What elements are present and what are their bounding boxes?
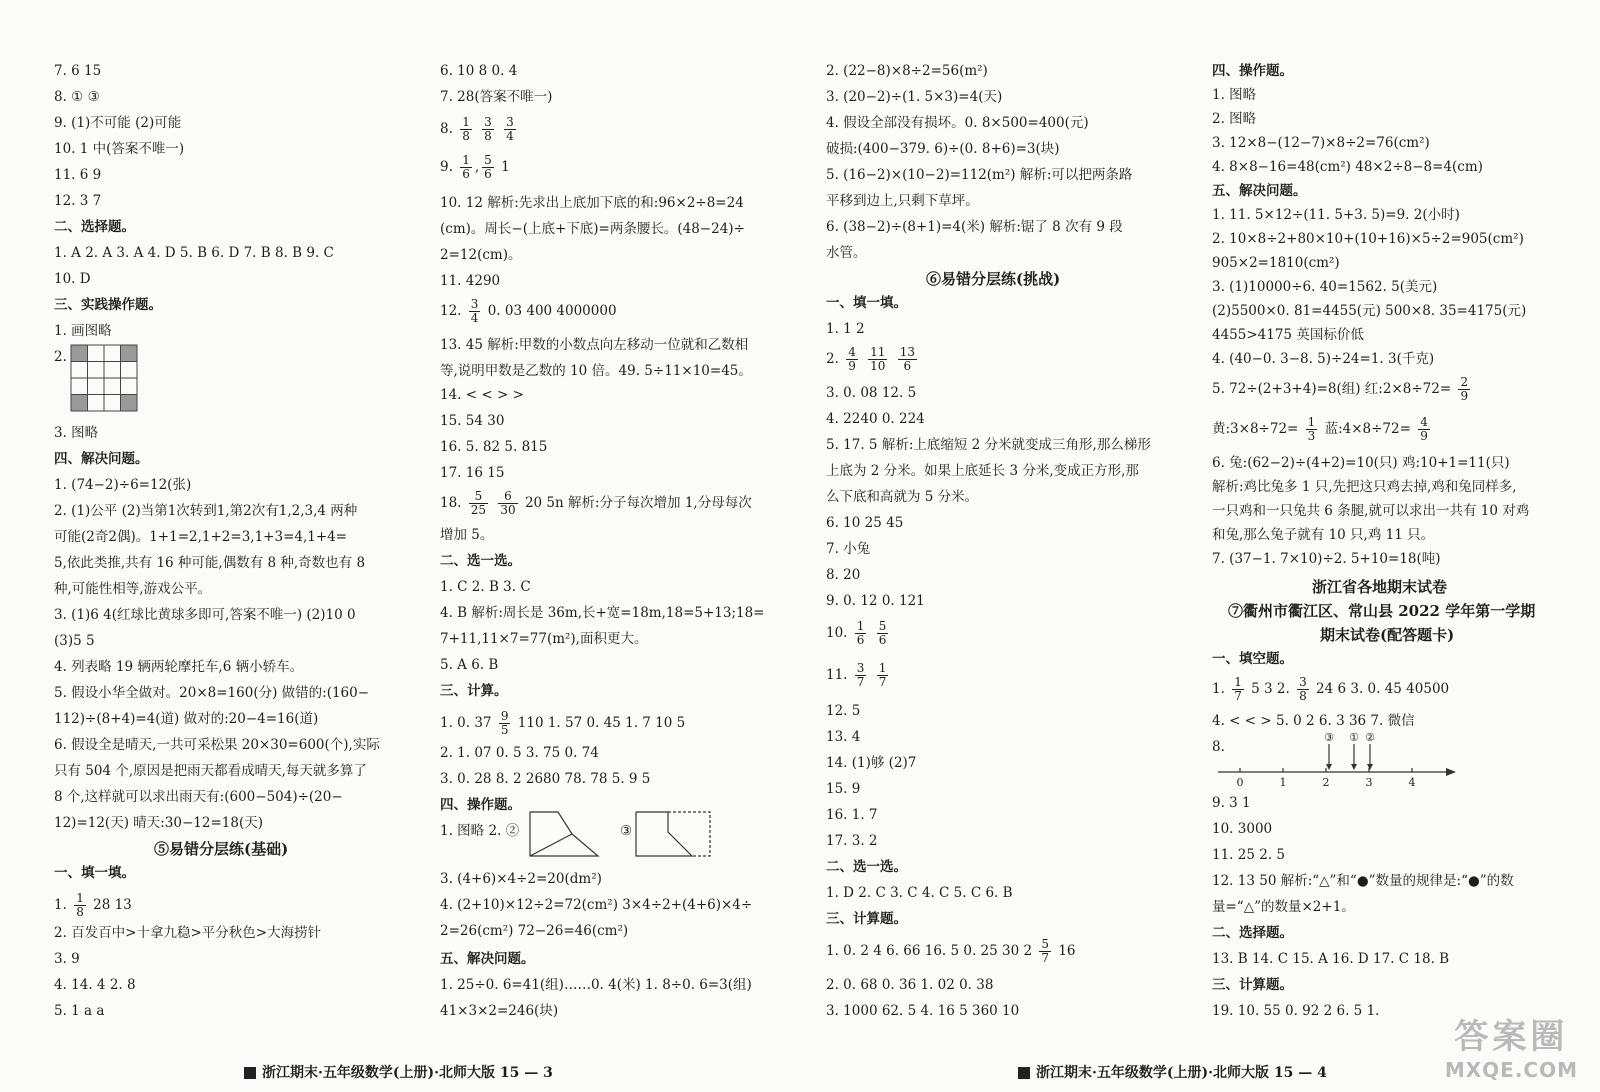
section-heading: 二、选一选。 xyxy=(826,859,907,875)
answer-line: 12. 13 50 解析:“△”和“●”数量的规律是:“●”的数 xyxy=(1212,873,1514,889)
answer-line: 2. 0. 68 0. 36 1. 02 0. 38 xyxy=(826,977,994,993)
answer-line: 16. 5. 82 5. 815 xyxy=(440,439,548,455)
answer-line: 量=“△”的数量×2+1。 xyxy=(1212,899,1355,915)
answer-line: 11. 6 9 xyxy=(54,167,102,183)
page-footer-left: 浙江期末·五年级数学(上册)·北师大版 15 — 3 xyxy=(244,1062,553,1082)
answer-text: 0. 03 400 4000000 xyxy=(487,303,617,319)
footer-square-icon xyxy=(1018,1067,1030,1079)
answer-line: 2. 1. 07 0. 5 3. 75 0. 74 xyxy=(440,745,599,761)
fraction: $\frac{1}{3}$ xyxy=(1307,415,1316,443)
answer-line: 7+11,11×7=77(m²),面积更大。 xyxy=(440,631,648,647)
answer-line: 4. (40−0. 3−8. 5)÷24=1. 3(千克) xyxy=(1212,351,1435,367)
fraction: $\frac{5}{6}$ xyxy=(878,619,887,647)
answer-line: 8. ① ③ xyxy=(54,89,100,105)
paper-title: 浙江省各地期末试卷 xyxy=(1312,578,1448,596)
answer-line: 11. 4290 xyxy=(440,273,501,289)
answer-line: 么下底和高就为 5 分米。 xyxy=(826,489,979,505)
item-number: 10. xyxy=(826,625,848,641)
fraction: $\frac{1}{8}$ xyxy=(462,115,470,143)
answer-line: 1. C 2. B 3. C xyxy=(440,579,531,595)
answer-text: 1 xyxy=(501,159,510,175)
answer-line: 13. 45 解析:甲数的小数点向左移动一位就和乙数相 xyxy=(440,337,749,353)
answer-text: 28 13 xyxy=(93,897,132,913)
answer-line: 3. 0. 28 8. 2 2680 78. 78 5. 9 5 xyxy=(440,771,651,787)
item-number: 1. xyxy=(54,897,67,913)
fraction: $\frac{3}{8}$ xyxy=(1299,675,1307,703)
answer-line: 增加 5。 xyxy=(440,527,494,543)
answer-line: 5. (16−2)×(10−2)=112(m²) 解析:可以把两条路 xyxy=(826,167,1133,183)
answer-line: 4. B 解析:周长是 36m,长+宽=18m,18=5+13;18= xyxy=(440,605,765,621)
answer-line: 4. (2+10)×12÷2=72(cm²) 3×4÷2+(4+6)×4÷ xyxy=(440,897,753,913)
answer-line: 12)=12(天) 晴天:30−12=18(天) xyxy=(54,815,263,831)
answer-line: 1. 图略 2. ② xyxy=(440,823,520,839)
section-heading: 二、选择题。 xyxy=(1212,925,1293,941)
fraction: $\frac{5}{25}$ xyxy=(470,489,487,517)
answer-line: 2. (22−8)×8÷2=56(m²) xyxy=(826,63,988,79)
answer-line: 3. 9 xyxy=(54,951,80,967)
answer-line: 6. 10 8 0. 4 xyxy=(440,63,518,79)
page-footer-right: 浙江期末·五年级数学(上册)·北师大版 15 — 4 xyxy=(1018,1062,1327,1082)
answer-line: 1. (74−2)÷6=12(张) xyxy=(54,477,192,493)
fraction: $\frac{6}{30}$ xyxy=(500,489,516,517)
answer-line xyxy=(826,620,891,647)
section-heading: 一、填空题。 xyxy=(1212,651,1293,667)
answer-text: 16 xyxy=(1058,943,1076,959)
answer-line: 4. 列表略 19 辆两轮摩托车,6 辆小轿车。 xyxy=(54,659,304,675)
answer-line: 12. 5 xyxy=(826,703,861,719)
answer-line: 10. 1 中(答案不唯一) xyxy=(54,141,185,157)
answer-text: 110 1. 57 0. 45 1. 7 10 5 xyxy=(517,715,686,731)
fraction: $\frac{1}{7}$ xyxy=(1234,675,1242,703)
answer-line: ③ xyxy=(620,823,633,839)
answer-line: 3. 图略 xyxy=(54,425,99,441)
answer-line xyxy=(54,892,132,919)
answer-line: 10. 3000 xyxy=(1212,821,1273,837)
answer-line: 2. 10×8÷2+80×10+(10+16)×5÷2=905(cm²) xyxy=(1212,231,1524,247)
answer-line: 41×3×2=246(块) xyxy=(440,1003,559,1019)
fraction: $\frac{5}{7}$ xyxy=(1041,937,1050,965)
item-number: 11. xyxy=(826,667,848,683)
answer-line: 12. 3 7 xyxy=(54,193,102,209)
answer-line: 4. 2240 0. 224 xyxy=(826,411,925,427)
answer-line: 上底为 2 分米。如果上底延长 3 分米,变成正方形,那 xyxy=(826,463,1139,479)
fraction: $\frac{1}{6}$ xyxy=(462,153,470,181)
section-heading: 二、选择题。 xyxy=(54,219,135,235)
answer-line: 平移到边上,只剩下草坪。 xyxy=(826,193,979,209)
answer-line xyxy=(826,662,891,689)
answer-line: 破损:(400−379. 6)÷(0. 8+6)=3(块) xyxy=(826,141,1060,157)
answer-line: 2. xyxy=(54,349,67,365)
answer-line: 1. 25÷0. 6=41(组)……0. 4(米) 1. 8÷0. 6=3(组) xyxy=(440,977,752,993)
answer-line: 6. 10 25 45 xyxy=(826,515,904,531)
answer-line: 13. B 14. C 15. A 16. D 17. C 18. B xyxy=(1212,951,1450,967)
answer-line xyxy=(1212,416,1433,443)
item-number: 1. xyxy=(1212,681,1225,697)
answer-line: 13. 4 xyxy=(826,729,861,745)
section-title: ⑥易错分层练(挑战) xyxy=(926,270,1061,288)
fraction: $\frac{4}{9}$ xyxy=(848,345,856,373)
answer-line: 水管。 xyxy=(826,245,867,261)
answer-line: 2. 百发百中>十拿九稳>平分秋色>大海捞针 xyxy=(54,925,322,941)
fraction: $\frac{1}{6}$ xyxy=(856,619,865,647)
quadrilateral-figure xyxy=(634,810,714,860)
answer-line: 17. 16 15 xyxy=(440,465,505,481)
answer-line xyxy=(440,490,752,517)
section-heading: 五、解决问题。 xyxy=(440,951,535,967)
tick-label: 3 xyxy=(1365,776,1373,789)
answer-line: 一只鸡和一只兔共 6 条腿,就可以求出一共有 10 对鸡 xyxy=(1212,503,1530,519)
answer-text: 蓝:4×8÷72= xyxy=(1324,421,1411,437)
section-heading: 五、解决问题。 xyxy=(1212,183,1307,199)
answer-text: 5. 72÷(2+3+4)=8(组) 红:2×8÷72= xyxy=(1212,381,1452,397)
answer-line: (2)5500×0. 81=4455(元) 500×8. 35=4175(元) xyxy=(1212,303,1527,319)
answer-line: 和兔,那么兔子就有 10 只,鸡 11 只。 xyxy=(1212,527,1435,543)
answer-line: 9. $\frac{1}{6}$ , $\frac{5}{6}$ 1 xyxy=(440,153,510,181)
answer-line xyxy=(440,298,617,325)
answer-line: 19. 10. 55 0. 92 2 6. 5 1. xyxy=(1212,1003,1380,1019)
answer-line xyxy=(826,938,1076,965)
answer-text: 5 3 2. xyxy=(1251,681,1290,697)
answer-line: 7. 28(答案不唯一) xyxy=(440,89,553,105)
footer-square-icon xyxy=(244,1067,256,1079)
answer-line: 只有 504 个,原因是把雨天都看成晴天,每天就多算了 xyxy=(54,763,367,779)
answer-line: 7. 6 15 xyxy=(54,63,102,79)
answer-line: 1. D 2. C 3. C 4. C 5. C 6. B xyxy=(826,885,1013,901)
grid-figure xyxy=(70,344,138,412)
answer-line: 5. A 6. B xyxy=(440,657,499,673)
answer-line: 1. 画图略 xyxy=(54,323,112,339)
fraction: $\frac{2}{9}$ xyxy=(1460,375,1469,403)
answer-line: 3. (4+6)×4÷2=20(dm²) xyxy=(440,871,602,887)
marker-label: ① xyxy=(1349,731,1359,744)
answer-text: 黄:3×8÷72= xyxy=(1212,421,1299,437)
number-line xyxy=(1212,730,1472,792)
item-number: 8. xyxy=(440,121,453,137)
item-number: 18. xyxy=(440,495,462,511)
answer-line: 4. 8×8−16=48(cm²) 48×2÷8−8=4(cm) xyxy=(1212,159,1483,175)
fraction: $\frac{3}{7}$ xyxy=(856,661,865,689)
watermark-logo: 答案圈 MXQE.COM xyxy=(1444,1017,1578,1082)
answer-line: 2. (1)公平 (2)当第1次转到1,第2次有1,2,3,4 两种 xyxy=(54,503,358,519)
answer-line: 3. (1)10000÷6. 40=1562. 5(美元) xyxy=(1212,279,1438,295)
tick-label: 0 xyxy=(1236,776,1244,789)
fraction: $\frac{5}{6}$ xyxy=(484,153,492,181)
answer-line: 1. 1 2 xyxy=(826,321,865,337)
section-heading: 四、操作题。 xyxy=(440,797,521,813)
answer-line: 5. 假设小华全做对。20×8=160(分) 做错的:(160− xyxy=(54,685,370,701)
fraction: $\frac{1}{7}$ xyxy=(878,661,887,689)
answer-line: 15. 9 xyxy=(826,781,861,797)
tick-label: 1 xyxy=(1279,776,1287,789)
answer-line: 等,说明甲数是乙数的 10 倍。49. 5÷11×10=45。 xyxy=(440,363,752,379)
answer-line: 16. 1. 7 xyxy=(826,807,878,823)
answer-line: 种,可能性相等,游戏公平。 xyxy=(54,581,212,597)
answer-line: 3. 12×8−(12−7)×8÷2=76(cm²) xyxy=(1212,135,1430,151)
answer-line: 1. 11. 5×12÷(11. 5+3. 5)=9. 2(小时) xyxy=(1212,207,1460,223)
fraction: $\frac{13}{6}$ xyxy=(899,345,915,373)
section-heading: 三、实践操作题。 xyxy=(54,297,162,313)
item-number: 9. xyxy=(440,159,453,175)
answer-line xyxy=(826,346,920,373)
section-heading: 一、填一填。 xyxy=(826,295,907,311)
answer-line: 112)÷(8+4)=4(道) 做对的:20−4=16(道) xyxy=(54,711,319,727)
answer-line: 3. (1)6 4(红球比黄球多即可,答案不唯一) (2)10 0 xyxy=(54,607,356,623)
answer-line: 6. 兔:(62−2)÷(4+2)=10(只) 鸡:10+1=11(只) xyxy=(1212,455,1510,471)
answer-line: 8 个,这样就可以求出雨天有:(600−504)÷(20− xyxy=(54,789,343,805)
answer-line: 8. xyxy=(1212,739,1225,755)
answer-line: 2=26(cm²) 72−26=46(cm²) xyxy=(440,923,629,939)
paper-title: 期末试卷(配答题卡) xyxy=(1320,626,1455,644)
fraction: $\frac{9}{5}$ xyxy=(500,709,509,737)
answer-line: 1. A 2. A 3. A 4. D 5. B 6. D 7. B 8. B 9. C xyxy=(54,245,334,261)
answer-line: 可能(2奇2偶)。1+1=2,1+2=3,1+3=4,1+4= xyxy=(54,529,348,545)
fraction: $\frac{3}{4}$ xyxy=(470,297,479,325)
fraction: $\frac{11}{10}$ xyxy=(870,345,886,373)
answer-line: 2. 图略 xyxy=(1212,111,1257,127)
answer-line: 905×2=1810(cm²) xyxy=(1212,255,1340,271)
answer-line: 8. 20 xyxy=(826,567,861,583)
answer-line xyxy=(440,116,519,143)
fraction: $\frac{3}{8}$ xyxy=(484,115,492,143)
answer-line: 6. (38−2)÷(8+1)=4(米) 解析:锯了 8 次有 9 段 xyxy=(826,219,1123,235)
answer-line: 11. 25 2. 5 xyxy=(1212,847,1285,863)
section-heading: 四、解决问题。 xyxy=(54,451,149,467)
answer-line: 3. (20−2)÷(1. 5×3)=4(天) xyxy=(826,89,1003,105)
answer-line: 7. 小兔 xyxy=(826,541,871,557)
marker-label: ③ xyxy=(1324,731,1334,744)
answer-line: 6. 假设全是晴天,一共可采松果 20×30=600(个),实际 xyxy=(54,737,380,753)
answer-line: 5. 17. 5 解析:上底缩短 2 分米就变成三角形,那么梯形 xyxy=(826,437,1151,453)
answer-line: 9. (1)不可能 (2)可能 xyxy=(54,115,182,131)
answer-line: (3)5 5 xyxy=(54,633,95,649)
answer-line: 15. 54 30 xyxy=(440,413,505,429)
answer-text: 24 6 3. 0. 45 40500 xyxy=(1316,681,1450,697)
answer-line: 3. 1000 62. 5 4. 16 5 360 10 xyxy=(826,1003,1020,1019)
tick-label: 4 xyxy=(1408,776,1416,789)
marker-label: ② xyxy=(1365,731,1375,744)
section-title: ⑤易错分层练(基础) xyxy=(154,840,289,858)
answer-line: 3. 0. 08 12. 5 xyxy=(826,385,917,401)
answer-line xyxy=(440,710,685,737)
answer-line: 17. 3. 2 xyxy=(826,833,878,849)
answer-line: 7. (37−1. 7×10)÷2. 5+10=18(吨) xyxy=(1212,551,1441,567)
answer-text: 1. 0. 2 4 6. 66 16. 5 0. 25 30 2 xyxy=(826,943,1033,959)
answer-line: 9. 3 1 xyxy=(1212,795,1251,811)
section-heading: 四、操作题。 xyxy=(1212,63,1293,79)
answer-line: 4. 假设全部没有损坏。0. 8×500=400(元) xyxy=(826,115,1089,131)
answer-text: 20 5n 解析:分子每次增加 1,分母每次 xyxy=(524,495,752,511)
section-heading: 三、计算题。 xyxy=(826,911,907,927)
answer-line: 5,依此类推,共有 16 种可能,偶数有 8 种,奇数也有 8 xyxy=(54,555,366,571)
answer-line: 解析:鸡比兔多 1 只,先把这只鸡去掉,鸡和兔同样多, xyxy=(1212,479,1517,495)
answer-line: 4. < < > 5. 0 2 6. 3 36 7. 微信 xyxy=(1212,713,1415,729)
fraction: $\frac{4}{9}$ xyxy=(1420,415,1428,443)
answer-line: (cm)。周长−(上底+下底)=两条腰长。(48−24)÷ xyxy=(440,221,745,237)
answer-line: 9. 0. 12 0. 121 xyxy=(826,593,925,609)
answer-line: 10. D xyxy=(54,271,91,287)
section-heading: 三、计算题。 xyxy=(1212,977,1293,993)
section-heading: 三、计算。 xyxy=(440,683,508,699)
answer-line: 4455>4175 英国标价低 xyxy=(1212,327,1364,343)
answer-line: 14. < < > > xyxy=(440,387,524,403)
paper-title: ⑦衢州市衢江区、常山县 2022 学年第一学期 xyxy=(1228,602,1536,620)
answer-line: 5. 1 a a xyxy=(54,1003,105,1019)
answer-line: 4. 14. 4 2. 8 xyxy=(54,977,136,993)
answer-line: 10. 12 解析:先求出上底加下底的和:96×2÷8=24 xyxy=(440,195,744,211)
answer-text: 1. 0. 37 xyxy=(440,715,492,731)
section-heading: 一、填一填。 xyxy=(54,865,135,881)
answer-line: 2=12(cm)。 xyxy=(440,247,522,263)
item-number: 12. xyxy=(440,303,462,319)
fraction: $\frac{3}{4}$ xyxy=(506,115,514,143)
tick-label: 2 xyxy=(1322,776,1330,789)
trapezoid-figure xyxy=(528,810,604,860)
answer-line: 1. 图略 xyxy=(1212,87,1257,103)
answer-line: 14. (1)够 (2)7 xyxy=(826,755,917,771)
section-heading: 二、选一选。 xyxy=(440,553,521,569)
answer-line xyxy=(1212,376,1473,403)
answer-line xyxy=(1212,676,1449,703)
fraction: $\frac{1}{8}$ xyxy=(76,891,84,919)
item-number: 2. xyxy=(826,351,839,367)
